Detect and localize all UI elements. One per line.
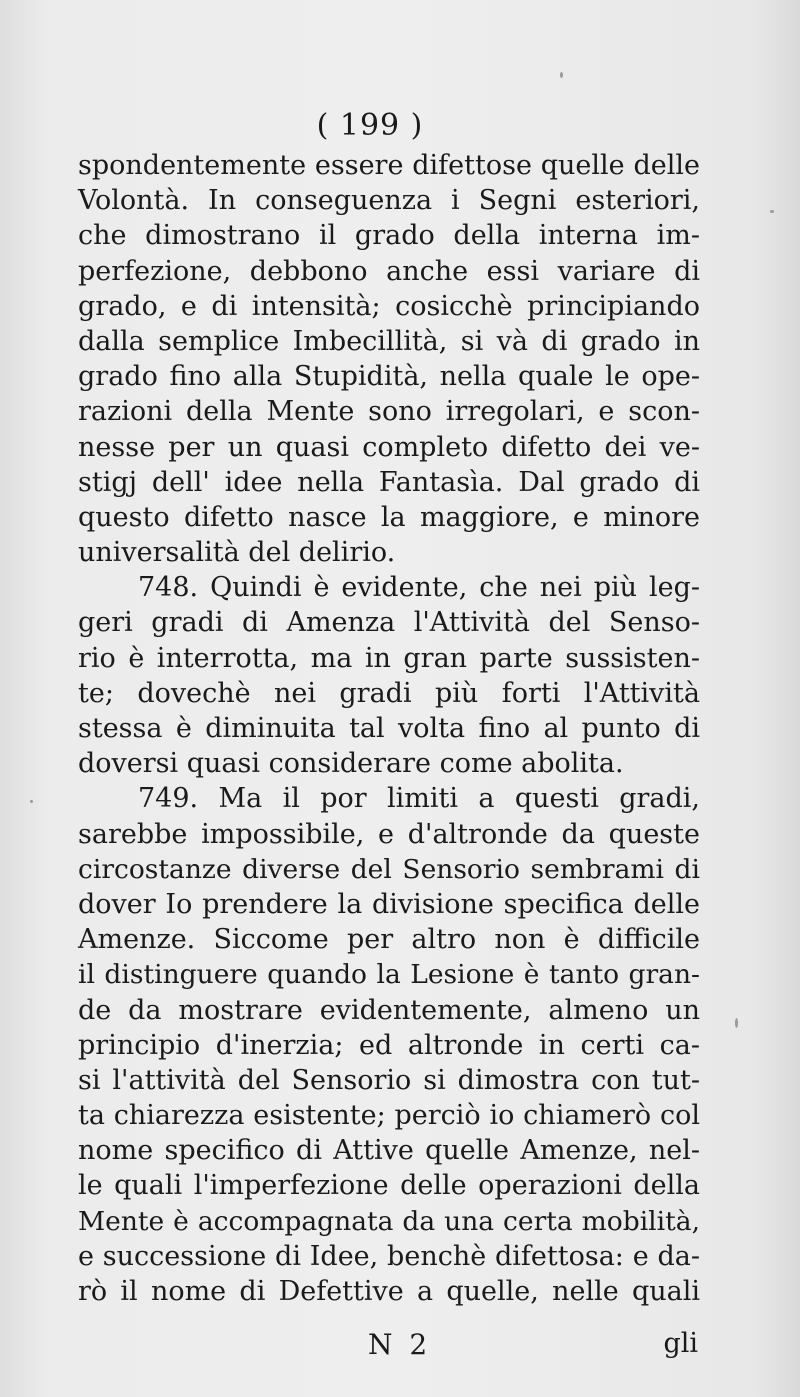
text-line: Amenze. Siccome per altro non è difficile bbox=[78, 924, 700, 956]
text-line: si l'attività del Sensorio si dimostra con tut- bbox=[78, 1064, 700, 1096]
page-footer bbox=[78, 1328, 698, 1364]
text-line: rio è interrotta, ma in gran parte sussisten- bbox=[78, 642, 700, 674]
text-line: le quali l'imperfezione delle operazioni della bbox=[78, 1170, 700, 1202]
text-line: Volontà. In conseguenza i Segni esteriori, bbox=[78, 185, 700, 217]
text-line: e successione di Idee, benchè difettosa: e da- bbox=[78, 1240, 700, 1272]
text-line: dover Io prendere la divisione specifica delle bbox=[78, 888, 700, 920]
text-line: questo difetto nasce la maggiore, e minore bbox=[78, 501, 700, 533]
paper-speck bbox=[30, 800, 33, 803]
text-line: grado, e di intensità; cosicchè principiando bbox=[78, 290, 700, 322]
paragraph-749-start: 749. Ma il por limiti a questi gradi, bbox=[138, 783, 700, 815]
text-line: grado fino alla Stupidità, nella quale le ope- bbox=[78, 361, 700, 393]
text-line: sarebbe impossibile, e d'altronde da queste bbox=[78, 818, 700, 850]
text-line: rò il nome di Defettive a quelle, nelle quali bbox=[78, 1276, 700, 1307]
text-line: perfezione, debbono anche essi variare di bbox=[78, 255, 700, 287]
text-line: stessa è diminuita tal volta fino al punto di bbox=[78, 713, 700, 744]
text-line: spondentemente essere difettose quelle delle bbox=[78, 150, 700, 181]
text-line: principio d'inerzia; ed altronde in certi ca- bbox=[78, 1029, 700, 1061]
page-number: ( 199 ) bbox=[316, 108, 424, 143]
text-line: nesse per un quasi completo difetto dei ve- bbox=[78, 431, 700, 463]
paper-speck bbox=[560, 72, 563, 78]
signature-mark: N 2 bbox=[368, 1328, 432, 1361]
text-line: universalità del delirio. bbox=[78, 537, 396, 569]
text-line: Mente è accompagnata da una certa mobilità, bbox=[78, 1205, 700, 1237]
text-line: che dimostrano il grado della interna im- bbox=[78, 220, 700, 252]
text-line: circostanze diverse del Sensorio sembrami di bbox=[78, 853, 700, 885]
text-line: dalla semplice Imbecillità, si và di grado in bbox=[78, 325, 700, 357]
body-text bbox=[78, 148, 700, 1309]
text-line: il distinguere quando la Lesione è tanto gran- bbox=[78, 959, 700, 991]
text-line: ta chiarezza esistente; perciò io chiamerò col bbox=[78, 1100, 700, 1132]
text-line: razioni della Mente sono irregolari, e scon- bbox=[78, 396, 700, 428]
catchword: gli bbox=[663, 1328, 698, 1359]
paper-speck bbox=[770, 210, 774, 213]
text-line: doversi quasi considerare come abolita. bbox=[78, 748, 624, 780]
text-line: geri gradi di Amenza l'Attività del Senso- bbox=[78, 607, 700, 639]
text-line: stigj dell' idee nella Fantasìa. Dal grado di bbox=[78, 466, 700, 498]
paragraph-748-start: 748. Quindi è evidente, che nei più leg- bbox=[138, 572, 700, 604]
text-line: te; dovechè nei gradi più forti l'Attività bbox=[78, 677, 700, 709]
text-line: de da mostrare evidentemente, almeno un bbox=[78, 994, 700, 1026]
text-line: nome specifico di Attive quelle Amenze, nel- bbox=[78, 1135, 700, 1167]
paper-speck bbox=[735, 1018, 738, 1028]
